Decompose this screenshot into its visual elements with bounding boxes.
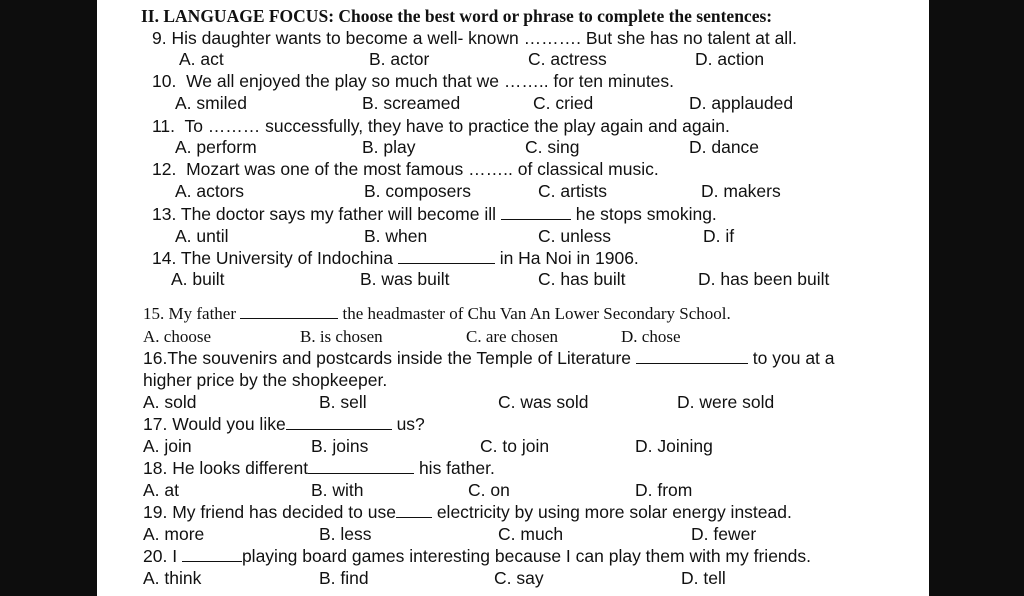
option-c[interactable]: C. has built	[538, 269, 626, 289]
question-number: 14.	[152, 248, 177, 268]
question-stem: Mozart was one of the most famous …….. of classical music.	[186, 159, 659, 179]
question-number: 17.	[143, 414, 168, 434]
question-stem: The souvenirs and postcards inside the Temple of Literature	[167, 348, 632, 368]
option-c[interactable]: C. say	[494, 568, 544, 588]
option-c[interactable]: C. to join	[480, 436, 550, 456]
question-12	[152, 159, 659, 179]
option-b[interactable]: B. less	[319, 524, 372, 544]
question-16-continued: higher price by the shopkeeper.	[143, 370, 388, 390]
question-stem-end: in Ha Noi in 1906.	[499, 248, 639, 268]
question-number: 20.	[143, 546, 168, 566]
question-15	[143, 304, 731, 324]
option-d[interactable]: D. chose	[621, 327, 681, 346]
question-number: 10.	[152, 71, 177, 91]
question-stem-end: to you at a	[752, 348, 835, 368]
option-b[interactable]: B. screamed	[362, 93, 461, 113]
question-stem: Would you like	[172, 414, 286, 434]
option-a[interactable]: A. built	[171, 269, 225, 289]
question-14	[152, 248, 639, 268]
question-stem: The University of Indochina	[180, 248, 393, 268]
answer-blank[interactable]	[286, 415, 392, 430]
question-number: 18.	[143, 458, 168, 478]
option-b[interactable]: B. joins	[311, 436, 369, 456]
question-18	[143, 458, 495, 478]
answer-blank[interactable]	[396, 503, 432, 518]
question-number: 13.	[152, 204, 177, 224]
option-c[interactable]: C. artists	[538, 181, 608, 201]
question-stem-end: us?	[396, 414, 425, 434]
section-instruction: : Choose the best word or phrase to complete the sentences:	[328, 6, 773, 26]
question-number: 16.	[143, 348, 168, 368]
option-b[interactable]: B. was built	[360, 269, 450, 289]
option-a[interactable]: A. act	[179, 49, 224, 69]
question-stem: His daughter wants to become a well- known ………. But she has no talent at all.	[171, 28, 797, 48]
question-16	[143, 348, 835, 368]
question-stem: I	[172, 546, 178, 566]
option-c[interactable]: C. actress	[528, 49, 607, 69]
question-number: 15.	[143, 304, 165, 323]
answer-blank[interactable]	[240, 304, 338, 319]
option-a[interactable]: A. perform	[175, 137, 257, 157]
option-c[interactable]: C. sing	[525, 137, 580, 157]
option-d[interactable]: D. action	[695, 49, 765, 69]
option-b[interactable]: B. is chosen	[300, 327, 383, 346]
question-number: 19.	[143, 502, 168, 522]
answer-blank[interactable]	[182, 547, 242, 562]
option-a[interactable]: A. join	[143, 436, 192, 456]
question-20	[143, 546, 811, 566]
option-b[interactable]: B. with	[311, 480, 364, 500]
option-d[interactable]: D. were sold	[677, 392, 775, 412]
question-stem-end: the headmaster of Chu Van An Lower Secondary School.	[342, 304, 731, 323]
option-a[interactable]: A. actors	[175, 181, 245, 201]
option-b[interactable]: B. play	[362, 137, 416, 157]
question-stem: To ……… successfully, they have to practice the play again and again.	[184, 116, 730, 136]
answer-blank[interactable]	[636, 349, 748, 364]
question-number: 11.	[152, 116, 176, 136]
question-stem-end: his father.	[418, 458, 495, 478]
question-9	[152, 28, 797, 48]
option-b[interactable]: B. find	[319, 568, 369, 588]
option-c[interactable]: C. are chosen	[466, 327, 559, 346]
option-d[interactable]: D. tell	[681, 568, 726, 588]
question-number: 12.	[152, 159, 177, 179]
option-d[interactable]: D. fewer	[691, 524, 757, 544]
option-a[interactable]: A. at	[143, 480, 179, 500]
option-a[interactable]: A. until	[175, 226, 229, 246]
option-d[interactable]: D. Joining	[635, 436, 713, 456]
option-c[interactable]: C. unless	[538, 226, 611, 246]
section-title: II. LANGUAGE FOCUS	[141, 6, 329, 26]
option-a[interactable]: A. think	[143, 568, 202, 588]
option-d[interactable]: D. if	[703, 226, 735, 246]
question-11	[152, 116, 730, 136]
option-a[interactable]: A. sold	[143, 392, 197, 412]
question-stem-end: electricity by using more solar energy instead.	[436, 502, 792, 522]
question-19	[143, 502, 792, 522]
answer-blank[interactable]	[308, 459, 414, 474]
question-stem: He looks different	[172, 458, 309, 478]
worksheet-page	[97, 0, 929, 596]
option-d[interactable]: D. has been built	[698, 269, 830, 289]
question-13	[152, 204, 717, 224]
section-header	[141, 6, 772, 26]
option-a[interactable]: A. smiled	[175, 93, 247, 113]
option-d[interactable]: D. from	[635, 480, 693, 500]
answer-blank[interactable]	[398, 249, 495, 264]
question-10	[152, 71, 674, 91]
question-17	[143, 414, 425, 434]
option-d[interactable]: D. dance	[689, 137, 760, 157]
question-stem-end: playing board games interesting because I can play them with my friends.	[241, 546, 812, 566]
question-stem: The doctor says my father will become ill	[180, 204, 496, 224]
option-b[interactable]: B. actor	[369, 49, 430, 69]
option-a[interactable]: A. more	[143, 524, 205, 544]
answer-blank[interactable]	[501, 205, 571, 220]
option-d[interactable]: D. applauded	[689, 93, 794, 113]
option-b[interactable]: B. sell	[319, 392, 367, 412]
option-a[interactable]: A. choose	[143, 327, 211, 346]
question-stem: My father	[168, 304, 237, 323]
question-number: 9.	[152, 28, 167, 48]
option-b[interactable]: B. composers	[364, 181, 471, 201]
option-c[interactable]: C. cried	[533, 93, 594, 113]
option-c[interactable]: C. on	[468, 480, 510, 500]
question-stem: We all enjoyed the play so much that we …….. for ten minutes.	[186, 71, 675, 91]
option-b[interactable]: B. when	[364, 226, 428, 246]
option-c[interactable]: C. was sold	[498, 392, 589, 412]
question-stem-end: he stops smoking.	[575, 204, 717, 224]
option-c[interactable]: C. much	[498, 524, 564, 544]
option-d[interactable]: D. makers	[701, 181, 781, 201]
question-stem: My friend has decided to use	[172, 502, 396, 522]
